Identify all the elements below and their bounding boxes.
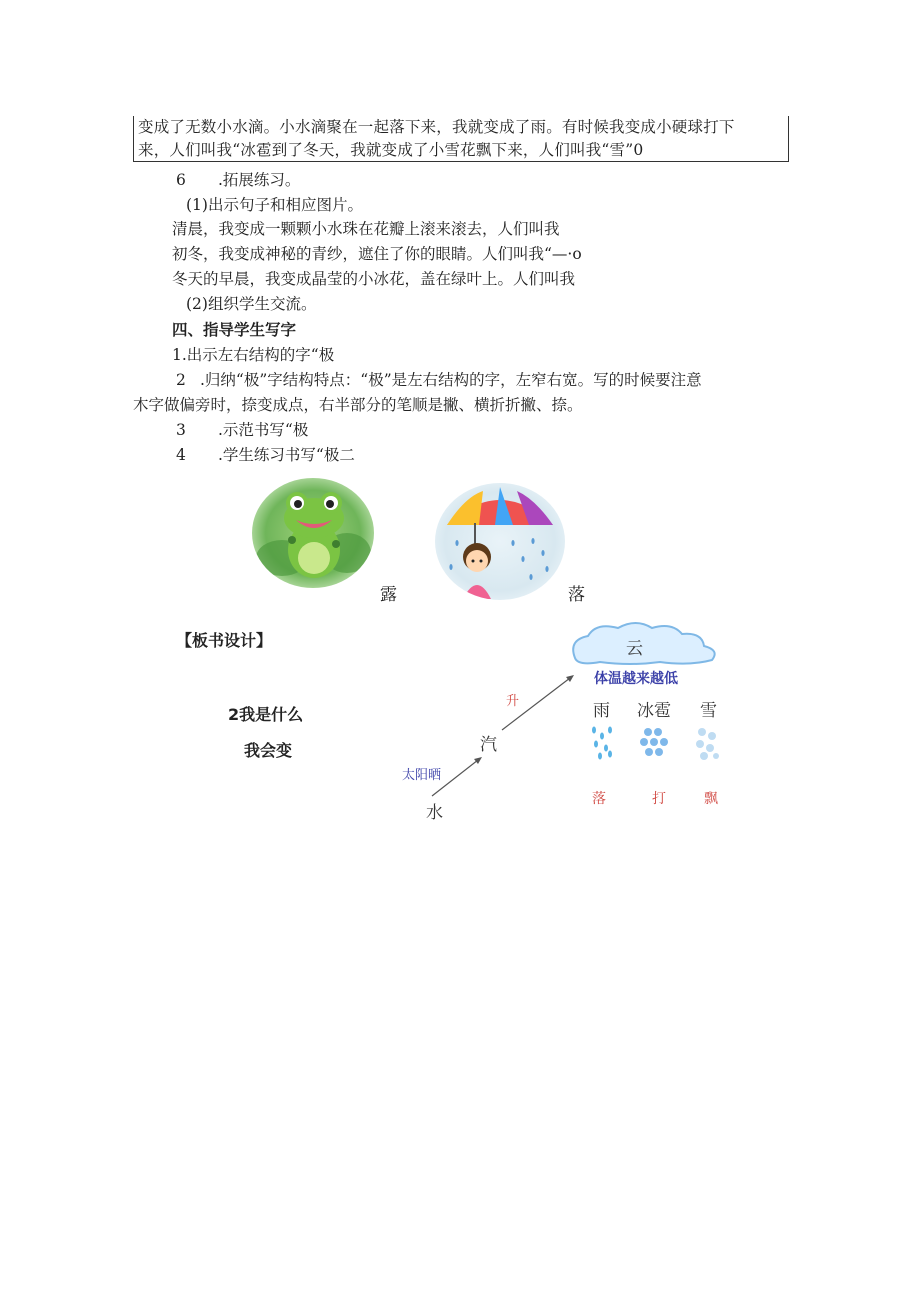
umbrella-girl-icon [435,483,565,600]
label-snow: 雪 [700,701,717,721]
item-1-text: .出示左右结构的字“极 [181,346,335,364]
sub-item-1: (1)出示句子和相应图片。 [186,196,363,214]
item-3 [176,420,308,440]
label-fall: 落 [592,791,606,807]
label-hail: 冰雹 [637,701,671,721]
hail-icon [640,728,668,756]
step-6-text: .拓展练习。 [218,171,301,189]
item-2-continued: 木字做偏旁时，捺变成点，右半部分的笔顺是撇、横折折撇、捺。 [133,396,583,414]
item-2-text: .归纳“极”字结构特点：“极”是左右结构的字，左窄右宽。写的时候要注意 [200,371,702,389]
label-hit: 打 [652,791,666,807]
boxed-paragraph [133,116,789,162]
label-float: 飘 [704,791,718,807]
diagram-graphics [390,618,735,823]
label-temperature: 体温越来越低 [594,671,678,687]
step-6 [176,170,300,190]
frog-illustration [252,478,374,588]
item-1-number: 1 [172,346,182,364]
section-4-heading: 四、指导学生写字 [172,321,297,339]
snowflakes-icon [696,728,719,760]
item-4-text: .学生练习书写“极二 [218,446,355,464]
umbrella-illustration [435,483,565,600]
board-title: 2我是什么 [228,705,304,724]
water-cycle-diagram [390,618,735,823]
sentence-2: 初冬，我变成神秘的青纱，遮住了你的眼睛。人们叫我“—·o [172,245,582,263]
item-2-number: 2 [176,371,186,389]
item-4 [176,445,355,465]
board-subtitle: 我会变 [244,741,293,760]
arrowhead-2-icon [566,675,574,682]
item-3-number: 3 [176,421,186,439]
item-1 [172,345,334,365]
caption-fall: 落 [568,585,585,605]
item-3-text: .示范书写“极 [218,421,309,439]
board-heading: 【板书设计】 [176,631,273,650]
label-cloud: 云 [626,639,643,659]
item-4-number: 4 [176,446,186,464]
frog-icon [252,478,374,588]
boxed-line-1: 变成了无数小水滴。小水滴聚在一起落下来，我就变成了雨。有时候我变成小硬球打下 [138,118,735,136]
boxed-line-2: 来，人们叫我“冰雹到了冬天，我就变成了小雪花飘下来，人们叫我“雪”0 [138,141,644,159]
caption-dew: 露 [380,585,397,605]
label-rain: 雨 [593,701,610,721]
label-sunshine: 太阳晒 [402,768,442,783]
raindrops-icon [592,727,612,760]
sentence-1: 清晨，我变成一颗颗小水珠在花瓣上滚来滚去，人们叫我 [172,220,560,238]
label-water: 水 [426,803,443,823]
label-vapor: 汽 [480,735,497,755]
cloud-icon [573,623,714,664]
label-rise: 升 [506,694,520,709]
step-6-number: 6 [176,171,186,189]
sentence-3: 冬天的早晨，我变成晶莹的小冰花，盖在绿叶上。人们叫我 [172,270,576,288]
item-2 [176,370,702,390]
sub-item-2: (2)组织学生交流。 [186,295,317,313]
